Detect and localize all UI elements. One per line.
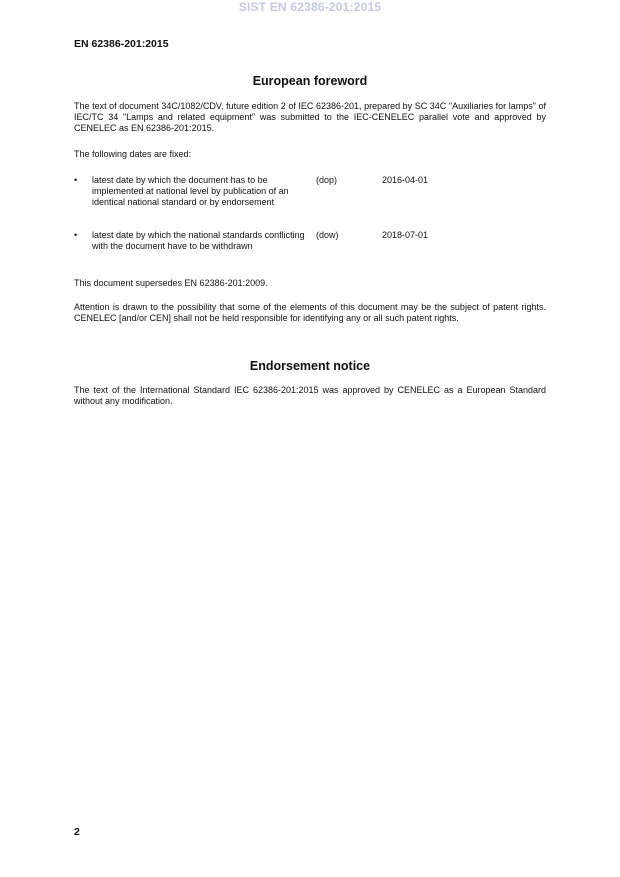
date-item-date: 2018-07-01 [382, 230, 429, 240]
foreword-intro: The text of document 34C/1082/CDV, future edition 2 of IEC 62386-201, prepared by SC 34C "Auxiliaries for lamps" of IEC/TC 34 "Lamps and related equipment" was submitted to the IEC-CENELEC parallel vote and approved by CENELEC as EN 62386-201:2015. [74, 101, 546, 133]
patent-notice: Attention is drawn to the possibility that some of the elements of this document may be the subject of patent rights. CENELEC [and/or CEN] shall not be held responsible for identifying any or all such patent rights. [74, 302, 546, 323]
date-item-dow [74, 230, 554, 264]
foreword-title: European foreword [252, 74, 368, 88]
running-head: EN 62386-201:2015 [74, 38, 169, 50]
date-item-date: 2016-04-01 [382, 175, 429, 185]
page-number: 2 [74, 826, 80, 838]
supersedes-statement: This document supersedes EN 62386-201:2009. [74, 278, 268, 288]
date-item-abbr: (dop) [316, 175, 338, 185]
bullet-icon: • [74, 175, 78, 185]
date-item-abbr: (dow) [316, 230, 339, 240]
endorsement-title: Endorsement notice [249, 359, 371, 373]
endorsement-text: The text of the International Standard IEC 62386-201:2015 was approved by CENELEC as a European Standard without any modification. [74, 385, 546, 406]
date-item-text: latest date by which the national standards conflicting with the document have to be withdrawn [92, 230, 305, 251]
date-item-dop [74, 175, 554, 221]
dates-intro: The following dates are fixed: [74, 149, 192, 159]
date-item-text: latest date by which the document has to be implemented at national level by publication of an identical national standard or by endorsement [92, 175, 289, 207]
bullet-icon: • [74, 230, 78, 240]
watermark: SIST EN 62386-201:2015 [238, 0, 382, 14]
